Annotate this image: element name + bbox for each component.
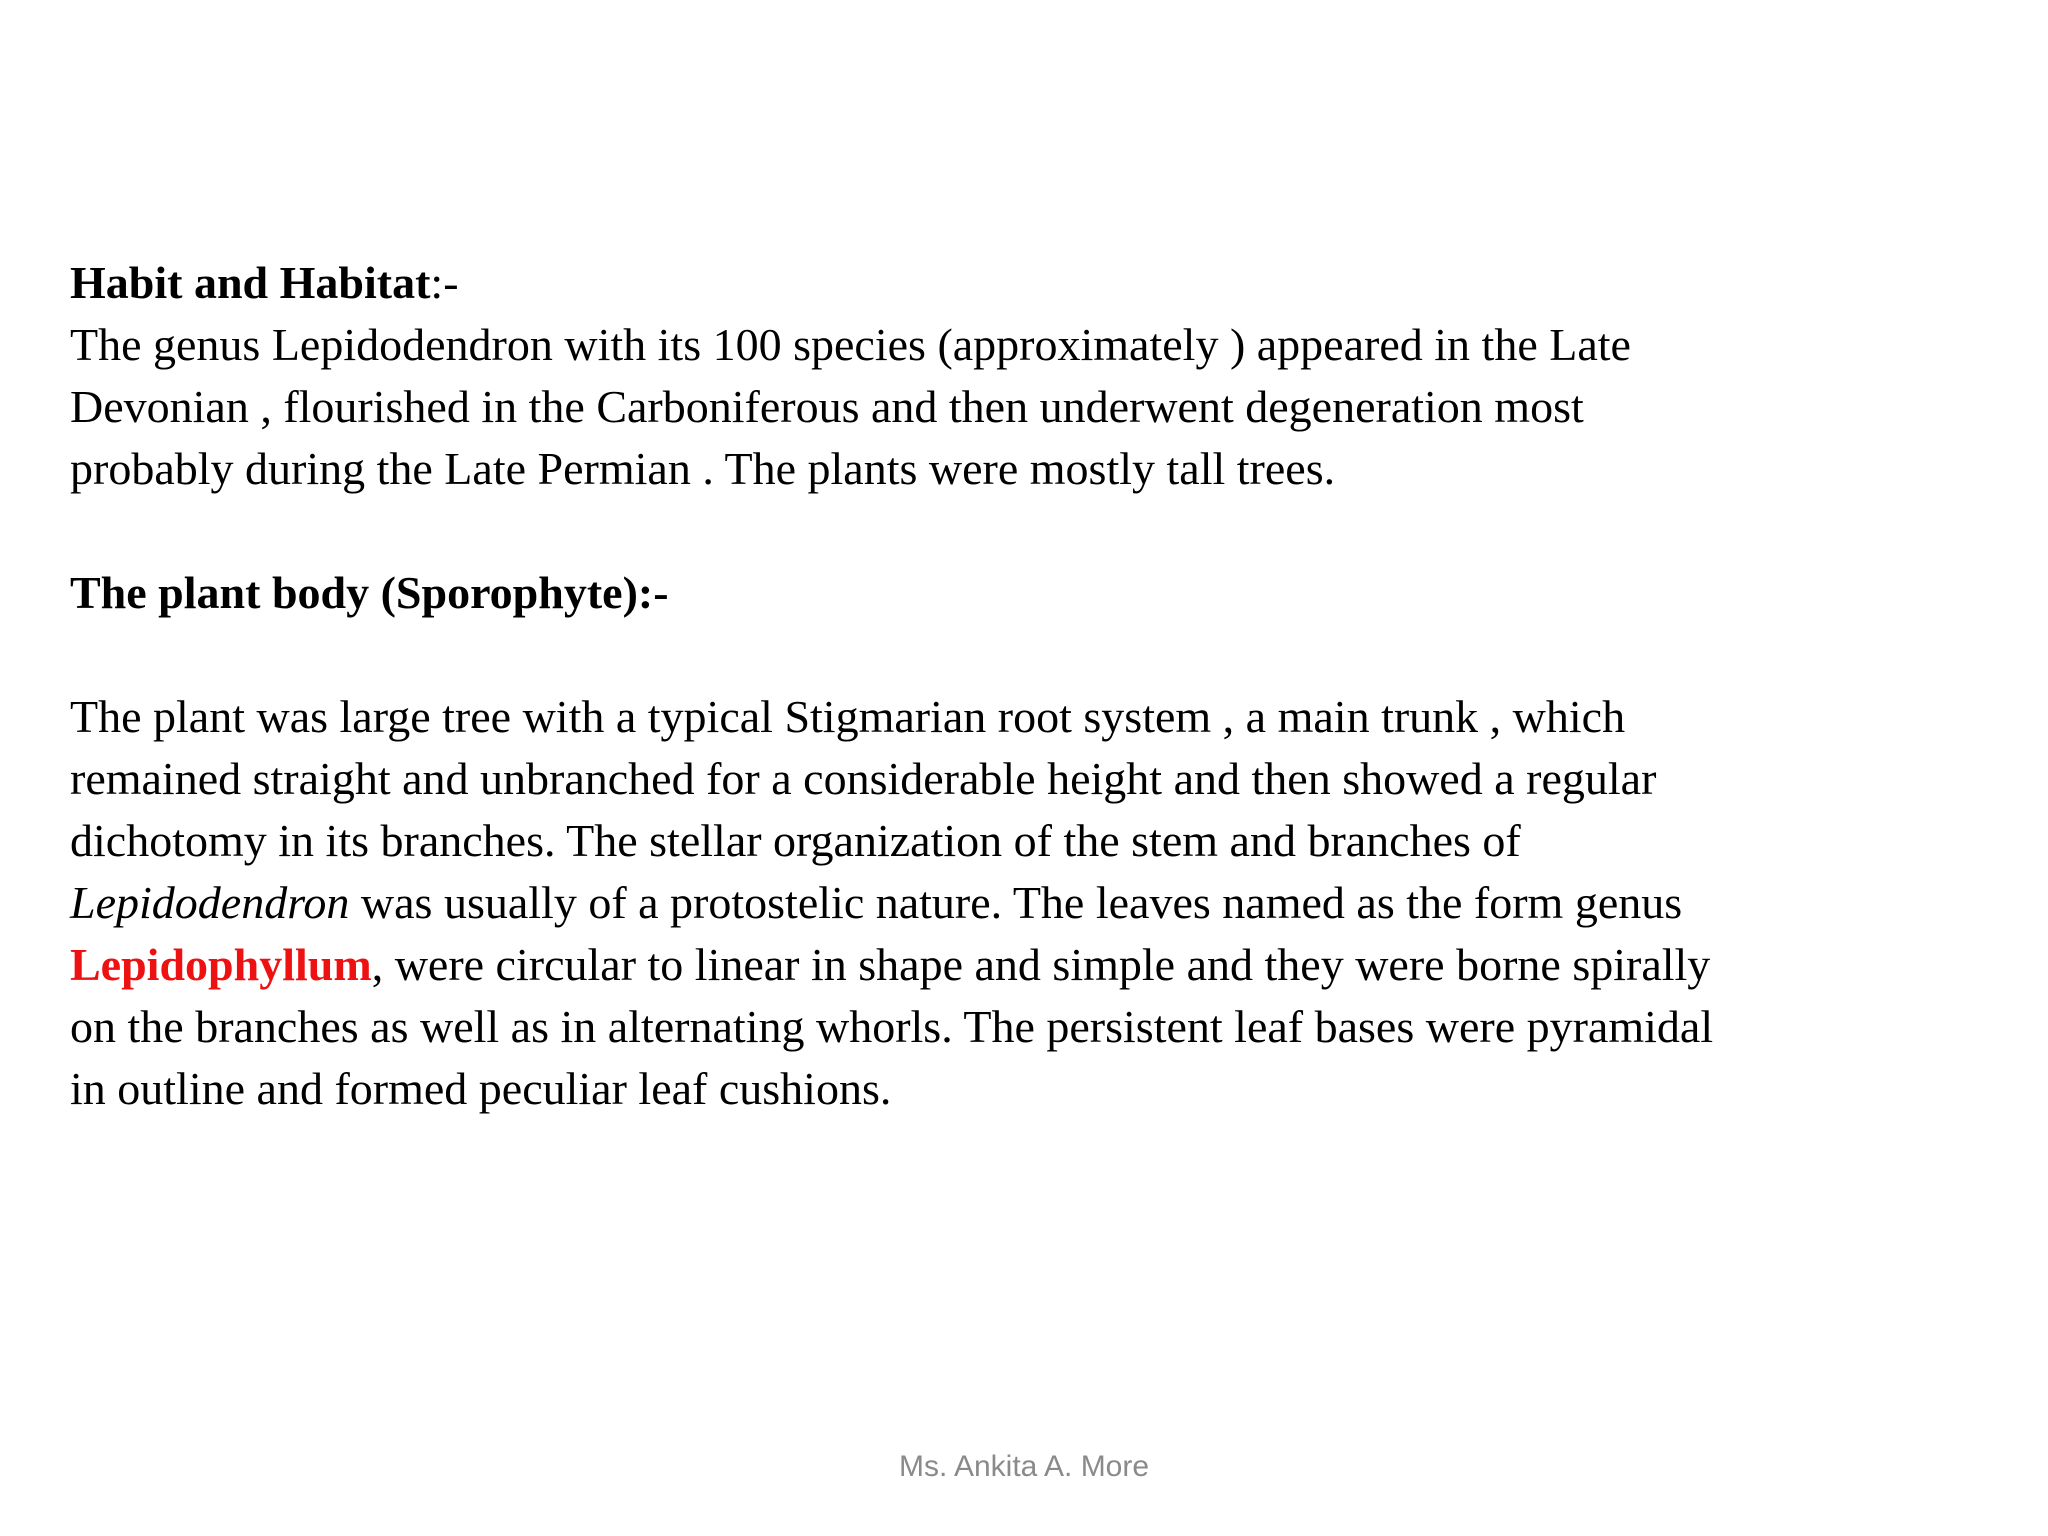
plant-body-line: , were circular to linear in shape and simple and they were borne spirally [371,939,1711,990]
form-genus-highlight: Lepidophyllum [70,939,372,990]
plant-body-line: dichotomy in its branches. The stellar organization of the stem and branches of [70,815,1521,866]
plant-body-line: on the branches as well as in alternating whorls. The persistent leaf bases were pyramidal [70,1001,1714,1052]
genus-name-italic: Lepidodendron [70,877,350,928]
habit-paragraph [70,314,1970,500]
habit-line: The genus Lepidodendron with its 100 species (approximately ) appeared in the Late [70,319,1631,370]
habit-line: probably during the Late Permian . The plants were mostly tall trees. [70,443,1336,494]
plant-body-line: in outline and formed peculiar leaf cushions. [70,1063,892,1114]
habit-heading-text: Habit and Habitat [70,257,431,308]
footer-author: Ms. Ankita A. More [898,1450,1150,1483]
habit-heading [70,252,1970,314]
plant-body-paragraph [70,686,1970,1120]
plant-body-line: remained straight and unbranched for a considerable height and then showed a regular [70,753,1657,804]
plant-body-line: was usually of a protostelic nature. The leaves named as the form genus [349,877,1683,928]
habit-line: Devonian , flourished in the Carboniferous and then underwent degeneration most [70,381,1584,432]
plant-body-line: The plant was large tree with a typical Stigmarian root system , a main trunk , which [70,691,1626,742]
spacer [70,624,1970,686]
spacer [70,500,1970,562]
plant-body-heading: The plant body (Sporophyte):- [70,567,669,618]
habit-heading-suffix: :- [430,257,459,308]
slide-content [70,252,1970,1120]
